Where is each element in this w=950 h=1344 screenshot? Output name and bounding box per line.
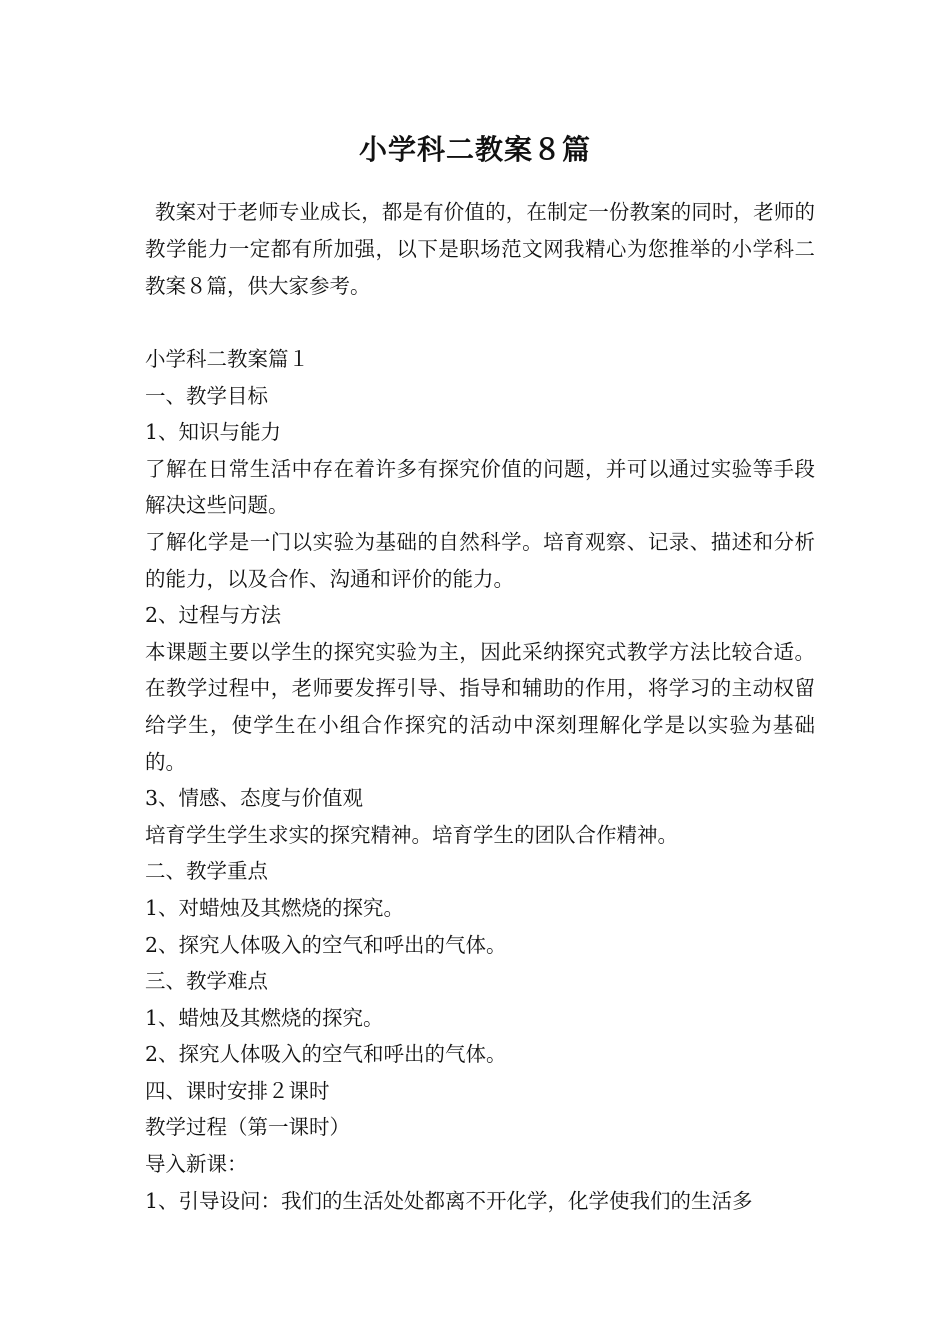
body-paragraph: 1、引导设问：我们的生活处处都离不开化学，化学使我们的生活多	[145, 1188, 753, 1213]
subheading-emotion-attitude: 3、情感、态度与价值观	[145, 786, 364, 811]
list-item: 1、对蜡烛及其燃烧的探究。	[145, 895, 405, 920]
body-paragraph: 了解化学是一门以实验为基础的自然科学。培育观察、记录、描述和分析的能力，以及合作、沟通和评价的能力。	[145, 529, 815, 591]
body-paragraph: 培育学生学生求实的探究精神。培育学生的团队合作精神。	[145, 822, 678, 847]
list-item: 2、探究人体吸入的空气和呼出的气体。	[145, 932, 507, 957]
intro-paragraph: 教案对于老师专业成长，都是有价值的，在制定一份教案的同时，老师的教学能力一定都有所加强，以下是职场范文网我精心为您推举的小学科二教案８篇，供大家参考。	[145, 200, 815, 298]
section-heading: 小学科二教案篇１	[145, 347, 309, 371]
heading-lesson-intro: 导入新课：	[145, 1152, 248, 1177]
subheading-knowledge-ability: 1、知识与能力	[145, 420, 282, 445]
body-paragraph: 了解在日常生活中存在着许多有探究价值的问题，并可以通过实验等手段解决这些问题。	[145, 456, 815, 518]
body-paragraph: 本课题主要以学生的探究实验为主，因此采纳探究式教学方法比较合适。在教学过程中，老师要发挥引导、指导和辅助的作用，将学习的主动权留给学生，使学生在小组合作探究的活动中深刻理解化学是以实验为基础的。	[145, 639, 815, 774]
subheading-process-method: 2、过程与方法	[145, 603, 282, 628]
heading-teaching-process: 教学过程（第一课时）	[145, 1115, 350, 1140]
heading-teaching-focus: 二、教学重点	[145, 859, 268, 884]
document-body	[145, 341, 815, 1219]
heading-teaching-difficulty: 三、教学难点	[145, 969, 268, 994]
list-item: 1、蜡烛及其燃烧的探究。	[145, 1005, 384, 1030]
list-item: 2、探究人体吸入的空气和呼出的气体。	[145, 1042, 507, 1067]
heading-teaching-goals: 一、教学目标	[145, 383, 268, 408]
document-title: 小学科二教案８篇	[358, 133, 591, 166]
heading-schedule: 四、课时安排２课时	[145, 1078, 330, 1103]
